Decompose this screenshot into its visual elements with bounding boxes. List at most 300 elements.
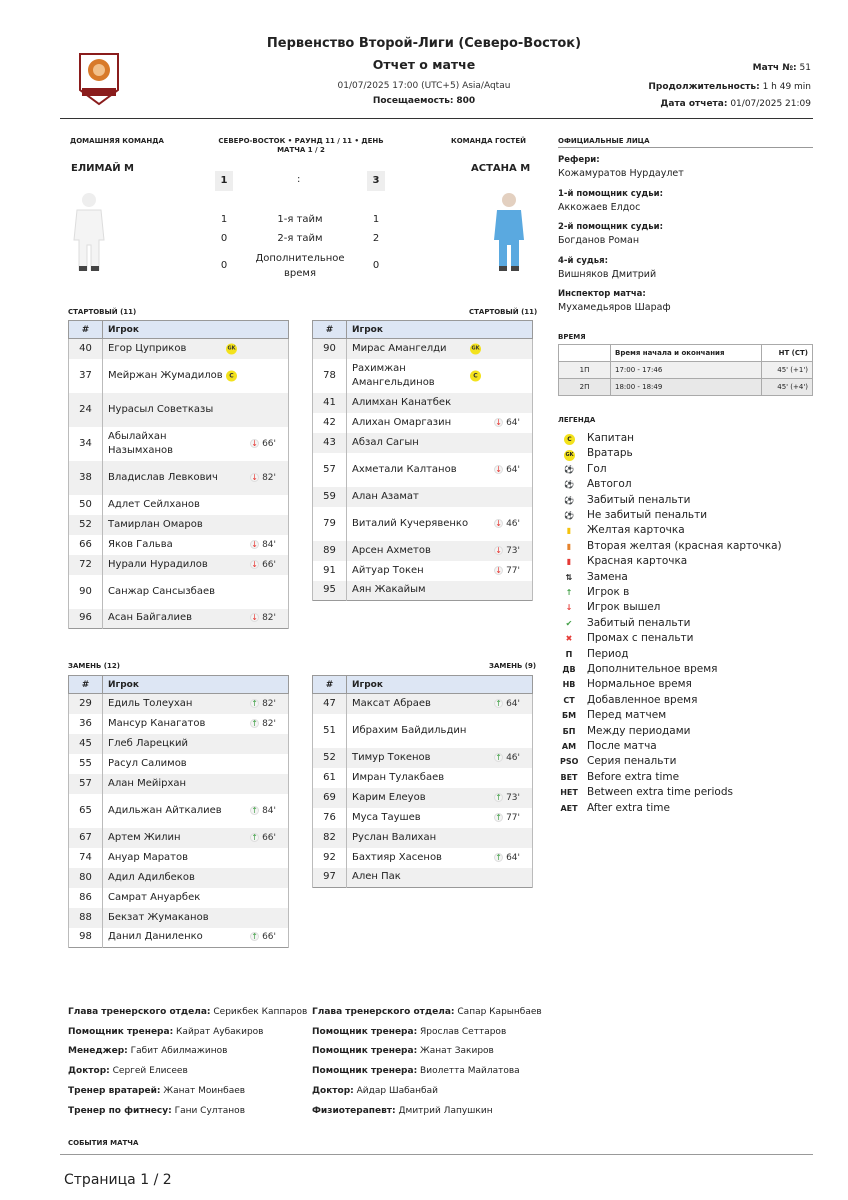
player-name: Тамирлан Омаров [108, 518, 203, 530]
player-name: Бахтияр Хасенов [352, 851, 442, 863]
away-starting-label: СТАРТОВЫЙ (11) [469, 308, 538, 316]
home-team-name: ЕЛИМАЙ М [71, 163, 134, 174]
player-cell [347, 808, 533, 828]
player-cell [347, 433, 533, 453]
legend-title: ЛЕГЕНДА [558, 416, 596, 424]
half1-label: 1-я тайм [277, 214, 323, 225]
staff-entry [68, 1066, 188, 1076]
report-title: Первенство Второй-Лиги (Северо-Восток) [266, 36, 582, 51]
legend-text: Добавленное время [587, 693, 698, 706]
col-player: Игрок [347, 321, 533, 339]
home-subs-table [68, 675, 289, 948]
legend-item [560, 785, 733, 799]
sub-minute: 64' [506, 852, 520, 863]
arrow-down-icon: ↓ [251, 613, 258, 623]
player-number: 29 [69, 694, 103, 714]
player-name: Алан Мейірхан [108, 777, 187, 789]
player-name: Муса Таушев [352, 811, 421, 823]
player-cell [103, 848, 289, 868]
legend-text: Игрок в [587, 586, 630, 598]
captain-icon: C [564, 434, 575, 445]
player-cell [103, 868, 289, 888]
round-info: СЕВЕРО-ВОСТОК • РАУНД 11 / 11 • ДЕНЬ МАТЧА 1 / 2 [218, 137, 384, 154]
player-cell [347, 541, 533, 561]
col-player: Игрок [347, 676, 533, 694]
staff-entry [312, 1086, 438, 1096]
away-kit-icon [491, 190, 527, 278]
official-entry [558, 155, 813, 179]
player-cell [103, 339, 289, 359]
sub-minute: 84' [262, 539, 276, 550]
legend-item [560, 570, 628, 584]
staff-name: Жанат Моинбаев [163, 1085, 246, 1096]
sub-minute: 64' [506, 464, 520, 475]
arrow-down-icon: ↓ [495, 545, 502, 555]
player-cell [347, 868, 533, 888]
legend-item [560, 754, 677, 768]
player-name: Мансур Канагатов [108, 717, 206, 729]
col-num: # [69, 676, 103, 694]
staff-entry [312, 1007, 542, 1017]
player-cell [347, 393, 533, 413]
sub-minute: 73' [506, 792, 520, 803]
sub-in-badge [494, 751, 520, 765]
legend-abbrev: BET [560, 772, 578, 782]
legend-item [560, 708, 667, 722]
legend-item [560, 539, 782, 553]
player-name: Айтуар Токен [352, 564, 424, 576]
player-cell [103, 908, 289, 928]
table-row [69, 694, 289, 714]
legend-item [560, 693, 698, 707]
player-number: 50 [69, 495, 103, 515]
officials-divider [558, 147, 813, 148]
sub-minute: 73' [506, 545, 520, 556]
half2-away: 2 [372, 233, 380, 244]
sub-minute: 82' [262, 472, 276, 483]
legend-abbrev: СТ [563, 695, 575, 705]
player-name: Самрат Ануарбек [108, 891, 201, 903]
player-cell [103, 774, 289, 794]
official-entry [558, 256, 813, 280]
match-duration: Продолжительность: 1 h 49 min [648, 82, 811, 92]
arrow-up-icon: ↑ [495, 852, 502, 862]
player-number: 57 [313, 453, 347, 487]
table-row [69, 714, 289, 734]
yellow-card-icon: ▮ [566, 526, 572, 536]
sub-out-badge [494, 416, 520, 430]
player-number: 55 [69, 754, 103, 774]
sub-minute: 82' [262, 718, 276, 729]
legend-text: Автогол [587, 478, 632, 491]
player-cell [103, 495, 289, 515]
arrow-up-icon: ↑ [251, 805, 258, 815]
legend-text: Желтая карточка [587, 524, 685, 537]
sub-minute: 64' [506, 417, 520, 428]
staff-role: Глава тренерского отдела: [312, 1007, 455, 1017]
player-in-icon: ↑ [565, 588, 573, 597]
sub-minute: 46' [506, 518, 520, 529]
player-number: 45 [69, 734, 103, 754]
player-number: 61 [313, 768, 347, 788]
table-row [69, 427, 289, 461]
goalkeeper-icon: GK [470, 343, 481, 354]
player-name: Алан Азамат [352, 490, 419, 502]
official-role: 4-й судья: [558, 255, 609, 266]
player-name: Мирас Амангелди [352, 342, 447, 354]
legend-text: Дополнительное время [587, 663, 718, 675]
staff-entry [68, 1086, 245, 1096]
arrow-up-icon: ↑ [251, 718, 258, 728]
table-row [69, 461, 289, 495]
arrow-down-icon: ↓ [495, 565, 502, 575]
player-number: 98 [69, 928, 103, 948]
player-number: 80 [69, 868, 103, 888]
col-player: Игрок [103, 676, 289, 694]
table-header [313, 321, 533, 339]
staff-name: Кайрат Аубакиров [176, 1026, 264, 1037]
penalty-check-icon: ✔ [565, 618, 573, 628]
away-team-name: АСТАНА М [471, 163, 531, 174]
table-row [313, 453, 533, 487]
arrow-down-icon: ↓ [251, 559, 258, 569]
arrow-up-icon: ↑ [251, 832, 258, 842]
page-number: Страница 1 / 2 [64, 1172, 172, 1188]
own-goal-icon: ⚽ [564, 480, 574, 490]
report-subtitle: Отчет о матче [372, 57, 476, 72]
player-name: Аян Жакайым [352, 584, 426, 596]
legend-text: Before extra time [587, 770, 680, 783]
player-number: 90 [313, 339, 347, 359]
half1-home: 1 [220, 214, 228, 225]
legend-item [560, 739, 657, 753]
staff-name: Виолетта Майлатова [420, 1066, 520, 1077]
legend-item [560, 662, 718, 676]
player-number: 52 [69, 515, 103, 535]
attendance: Посещаемость: 800 [372, 96, 476, 106]
player-number: 43 [313, 433, 347, 453]
player-name: Карим Елеуов [352, 791, 426, 803]
player-name: Яков Гальва [108, 538, 173, 550]
home-team-label: ДОМАШНЯЯ КОМАНДА [70, 137, 164, 145]
legend-item [560, 431, 634, 445]
table-row [313, 808, 533, 828]
player-cell [103, 535, 289, 555]
official-name: Аккожаев Елдос [558, 201, 641, 213]
staff-entry [68, 1046, 227, 1056]
events-label: СОБЫТИЯ МАТЧА [68, 1139, 139, 1147]
player-number: 36 [69, 714, 103, 734]
legend-item [560, 523, 685, 537]
sub-minute: 66' [262, 559, 276, 570]
legend-text: Вратарь [587, 447, 633, 460]
player-name: Ибрахим Байдильдин [352, 724, 467, 736]
staff-role: Тренер вратарей: [68, 1085, 161, 1096]
legend-item [560, 600, 661, 614]
report-date: Дата отчета: 01/07/2025 21:09 [660, 99, 811, 109]
player-name: Абзал Сагын [352, 436, 419, 448]
legend-abbrev: П [565, 649, 573, 659]
half2-label: 2-я тайм [277, 233, 323, 244]
legend-item [560, 462, 607, 476]
player-name: Адил Адилбеков [108, 871, 195, 883]
table-header [69, 321, 289, 339]
arrow-down-icon: ↓ [495, 464, 502, 474]
goal-icon: ⚽ [564, 464, 574, 474]
table-row [313, 339, 533, 359]
col-num: # [313, 321, 347, 339]
player-name: Артем Жилин [108, 831, 181, 843]
player-number: 57 [69, 774, 103, 794]
arrow-up-icon: ↑ [495, 812, 502, 822]
staff-entry [68, 1007, 307, 1017]
sub-out-badge [250, 471, 276, 485]
table-row [313, 788, 533, 808]
player-name: Рахимжан Амангельдинов [352, 362, 435, 388]
sub-minute: 84' [262, 805, 276, 816]
player-cell [103, 888, 289, 908]
legend-item [560, 477, 632, 491]
table-row [69, 575, 289, 609]
staff-role: Помощник тренера: [312, 1026, 418, 1037]
sub-out-badge [250, 558, 276, 572]
table-row [313, 581, 533, 601]
legend-abbrev: БП [562, 726, 576, 736]
staff-name: Серикбек Каппаров [213, 1007, 308, 1017]
player-cell [103, 734, 289, 754]
arrow-up-icon: ↑ [251, 698, 258, 708]
table-row [69, 754, 289, 774]
table-row [69, 888, 289, 908]
red-card-icon: ▮ [566, 557, 572, 567]
official-name: Кожамуратов Нурдаулет [558, 168, 684, 179]
home-starting-table [68, 320, 289, 629]
match-datetime: 01/07/2025 17:00 (UTC+5) Asia/Aqtau [337, 81, 511, 91]
legend-abbrev: АМ [561, 742, 577, 751]
player-name: Бекзат Жумаканов [108, 911, 209, 923]
official-role: 2-й помощник судьи: [558, 222, 663, 232]
legend-abbrev: БМ [561, 711, 577, 721]
table-header [313, 676, 533, 694]
captain-icon: C [470, 370, 481, 381]
player-name: Имран Тулакбаев [352, 771, 445, 783]
arrow-up-icon: ↑ [251, 932, 258, 942]
player-number: 69 [313, 788, 347, 808]
match-number: Матч №: 51 [752, 63, 811, 73]
player-cell [347, 487, 533, 507]
goalkeeper-icon: GK [226, 343, 237, 354]
sub-in-badge [494, 697, 520, 711]
player-cell [347, 848, 533, 868]
table-row [313, 768, 533, 788]
player-cell [103, 575, 289, 609]
home-kit-icon [71, 190, 107, 278]
table-row [313, 714, 533, 748]
legend-item [560, 647, 629, 661]
sub-in-badge [494, 811, 520, 825]
sub-in-badge [250, 831, 276, 845]
player-name: Нурали Нурадилов [108, 558, 208, 570]
player-number: 90 [69, 575, 103, 609]
sub-in-badge [250, 930, 276, 944]
player-number: 52 [313, 748, 347, 768]
player-name: Алимхан Канатбек [352, 396, 452, 408]
player-number: 72 [69, 555, 103, 575]
player-number: 89 [313, 541, 347, 561]
player-cell [103, 794, 289, 828]
table-row [69, 339, 289, 359]
staff-entry [312, 1046, 494, 1056]
extra-label: Дополнительное время [255, 253, 345, 279]
player-cell [347, 581, 533, 601]
arrow-up-icon: ↑ [495, 698, 502, 708]
half1-away: 1 [372, 214, 380, 225]
penalty-missed-icon: ⚽ [564, 511, 574, 520]
staff-entry [312, 1066, 520, 1076]
legend-abbrev: НВ [562, 680, 576, 690]
arrow-down-icon: ↓ [495, 518, 502, 528]
player-cell [103, 555, 289, 575]
events-divider [60, 1154, 813, 1155]
legend-abbrev: HET [560, 788, 578, 798]
staff-role: Глава тренерского отдела: [68, 1007, 211, 1017]
table-row [69, 535, 289, 555]
player-cell [347, 788, 533, 808]
player-number: 66 [69, 535, 103, 555]
table-row [69, 908, 289, 928]
legend-item [560, 724, 691, 738]
legend-text: Забитый пенальти [587, 616, 691, 629]
staff-name: Айдар Шабанбай [356, 1085, 438, 1096]
player-cell [103, 515, 289, 535]
sub-minute: 82' [262, 613, 276, 624]
staff-name: Сергей Елисеев [112, 1066, 188, 1077]
col-player: Игрок [103, 321, 289, 339]
table-header [69, 676, 289, 694]
player-number: 38 [69, 461, 103, 495]
legend-text: Between extra time periods [587, 786, 733, 799]
player-number: 76 [313, 808, 347, 828]
player-number: 41 [313, 393, 347, 413]
second-yellow-icon: ▮ [566, 541, 572, 551]
sub-out-badge [250, 538, 276, 552]
table-row [69, 794, 289, 828]
arrow-up-icon: ↑ [495, 752, 502, 762]
staff-name: Габит Абилмажинов [130, 1046, 228, 1057]
legend-item [560, 616, 691, 630]
official-entry [558, 222, 813, 246]
away-subs-table [312, 675, 533, 888]
home-subs-label: ЗАМЕНЬ (12) [68, 662, 120, 670]
staff-role: Помощник тренера: [312, 1046, 418, 1057]
player-name: Руслан Валихан [352, 831, 437, 843]
table-row [313, 828, 533, 848]
player-cell [103, 754, 289, 774]
table-row [69, 393, 289, 427]
player-name: Егор Цуприков [108, 342, 187, 354]
sub-out-badge [494, 564, 520, 578]
player-cell [347, 748, 533, 768]
time-table: Время начала и окончания HT (CT) 1П 17:00 - 17:46 45' (+1') 2П 18:00 - 18:49 45' (+4') [558, 344, 813, 396]
player-number: 47 [313, 694, 347, 714]
player-name: Расул Салимов [108, 757, 187, 769]
player-cell [103, 609, 289, 629]
sub-out-badge [494, 544, 520, 558]
legend-item [560, 554, 688, 568]
player-name: Алихан Омаргазин [352, 416, 452, 428]
table-row [69, 848, 289, 868]
player-name: Санжар Сансызбаев [108, 585, 216, 597]
player-cell [347, 768, 533, 788]
staff-entry [68, 1106, 245, 1116]
legend-item [560, 493, 691, 507]
legend-text: Гол [587, 462, 607, 475]
sub-out-badge [250, 611, 276, 625]
official-role: Рефери: [558, 155, 600, 165]
player-number: 51 [313, 714, 347, 748]
staff-name: Гани Султанов [174, 1105, 245, 1116]
official-entry [558, 289, 813, 313]
table-row [313, 694, 533, 714]
sub-minute: 46' [506, 752, 520, 763]
sub-minute: 77' [506, 565, 520, 576]
player-number: 88 [69, 908, 103, 928]
table-row [313, 868, 533, 888]
substitution-icon: ⇅ [565, 572, 573, 582]
table-row [69, 359, 289, 393]
sub-out-badge [250, 437, 276, 451]
staff-role: Помощник тренера: [68, 1026, 174, 1037]
staff-name: Дмитрий Лапушкин [398, 1105, 493, 1116]
player-name: Ануар Маратов [108, 851, 189, 863]
player-cell [103, 694, 289, 714]
legend-item [560, 677, 692, 691]
staff-entry [312, 1027, 506, 1037]
arrow-down-icon: ↓ [251, 438, 258, 448]
player-cell [347, 339, 533, 359]
official-name: Мухамедьяров Шараф [558, 302, 671, 313]
table-row [313, 413, 533, 433]
player-number: 34 [69, 427, 103, 461]
player-number: 95 [313, 581, 347, 601]
player-number: 79 [313, 507, 347, 541]
table-row [313, 848, 533, 868]
player-cell [103, 359, 289, 393]
sub-minute: 82' [262, 698, 276, 709]
official-entry [558, 189, 813, 213]
legend-text: Серия пенальти [587, 755, 677, 768]
player-number: 67 [69, 828, 103, 848]
table-row [69, 774, 289, 794]
player-name: Ален Пак [352, 871, 401, 883]
player-number: 78 [313, 359, 347, 393]
player-name: Максат Абраев [352, 697, 431, 709]
player-name: Данил Даниленко [108, 931, 203, 943]
legend-text: Перед матчем [587, 709, 667, 722]
player-cell [347, 507, 533, 541]
player-cell [103, 427, 289, 461]
table-row [69, 555, 289, 575]
player-cell [103, 928, 289, 948]
arrow-up-icon: ↑ [495, 792, 502, 802]
table-row [313, 561, 533, 581]
player-name: Абылайхан Назымханов [108, 430, 173, 456]
staff-role: Физиотерапевт: [312, 1105, 396, 1116]
player-out-icon: ↓ [565, 603, 573, 613]
staff-entry [312, 1106, 493, 1116]
sub-in-badge [494, 851, 520, 865]
table-row [313, 748, 533, 768]
